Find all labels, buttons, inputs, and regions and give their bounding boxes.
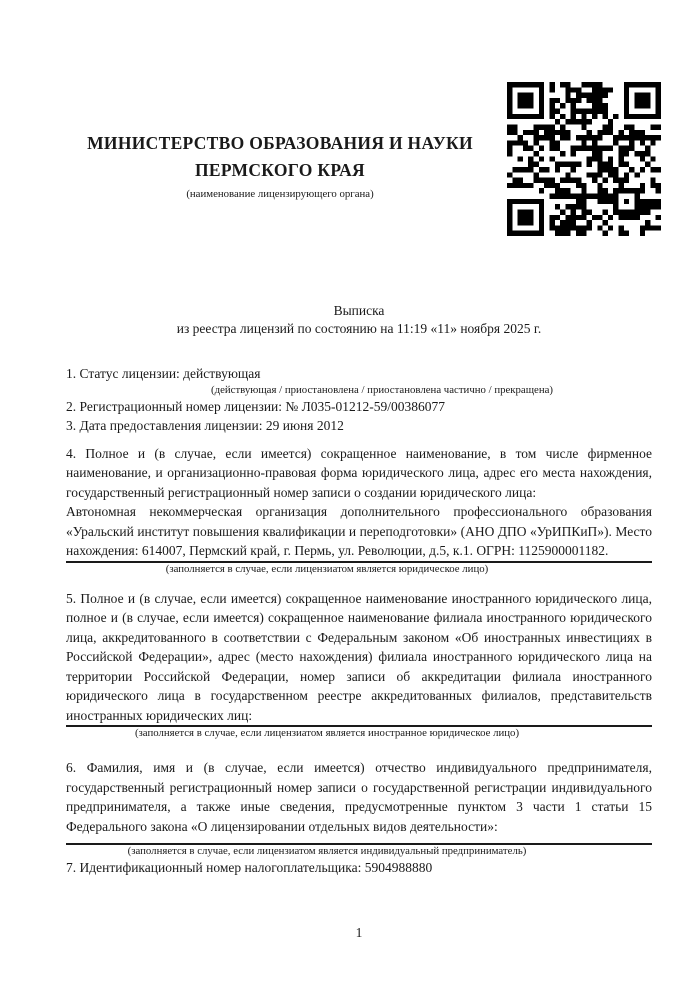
qr-code-icon (507, 82, 661, 236)
item-6-individual-entrepreneur (66, 758, 652, 858)
ministry-name-line1: МИНИСТЕРСТВО ОБРАЗОВАНИЯ И НАУКИ (87, 133, 473, 153)
item-5-label: 5. Полное и (в случае, если имеется) сокращенное наименование иностранного юридического лица, полное и (в случае, если имеется) сокращенное наименование филиала иностранного юридического лица, аккредитованного в соответствии с Федеральным законом «Об иностранных инвестициях в Российской Федерации», адрес (место нахождения) филиала иностранного юридического лица на территории Российской Федерации, номер записи об аккредитации филиала иностранного юридического лица в государственном реестре аккредитованных филиалов, представительств иностранных юридических лиц: (66, 590, 652, 723)
ministry-header (66, 130, 494, 201)
qr-code-image (507, 82, 661, 236)
item-5-note: (заполняется в случае, если лицензиатом является иностранное юридическое лицо) (134, 727, 520, 739)
item-7-taxpayer-number: 7. Идентификационный номер налогоплательщика: 5904988880 (66, 860, 433, 875)
document-title-block (66, 302, 652, 337)
document-body (66, 364, 652, 878)
item-3-grant-date: 3. Дата предоставления лицензии: 29 июня 2012 (66, 418, 344, 433)
item-4-legal-entity (66, 444, 652, 576)
item-6-label: 6. Фамилия, имя и (в случае, если имеется) отчество индивидуального предпринимателя, государственный регистрационный номер записи о государственной регистрации индивидуального предпринимателя, а также иные сведения, предусмотренные пунктом 3 части 1 статьи 15 Федерального закона «О лицензировании отдельных видов деятельности»: (66, 760, 652, 834)
item-6-note: (заполняется в случае, если лицензиатом является индивидуальный предприниматель) (127, 845, 527, 857)
item-4-note: (заполняется в случае, если лицензиатом является юридическое лицо) (165, 562, 489, 575)
ministry-name-line2: ПЕРМСКОГО КРАЯ (195, 160, 365, 180)
item-4-value: Автономная некоммерческая организация дополнительного профессионального образования «Уральский институт повышения квалификации и переподготовки» (АНО ДПО «УрИПКиП»). Место нахождения: 614007, Пермский край, г. Пермь, ул. Революции, д.5, к.1. ОГРН: 1125900001182. (66, 504, 652, 558)
document-subtitle: из реестра лицензий по состоянию на 11:19 «11» ноября 2025 г. (176, 320, 542, 336)
item-2-registration-number: 2. Регистрационный номер лицензии: № Л035-01212-59/00386077 (66, 398, 446, 414)
item-1-license-status: 1. Статус лицензии: действующая (66, 366, 261, 381)
document-title: Выписка (333, 303, 385, 318)
item-1-note: (действующая / приостановлена / приостановлена частично / прекращена) (211, 383, 553, 396)
item-5-foreign-entity (66, 589, 652, 741)
ministry-caption: (наименование лицензирующего органа) (186, 188, 374, 200)
item-4-label: 4. Полное и (в случае, если имеется) сокращенное наименование, в том числе фирменное наименование, и организационно-правовая форма юридического лица, адрес его места нахождения, государственный регистрационный номер записи о создании юридического лица: (66, 445, 652, 500)
page-number: 1 (355, 925, 363, 940)
